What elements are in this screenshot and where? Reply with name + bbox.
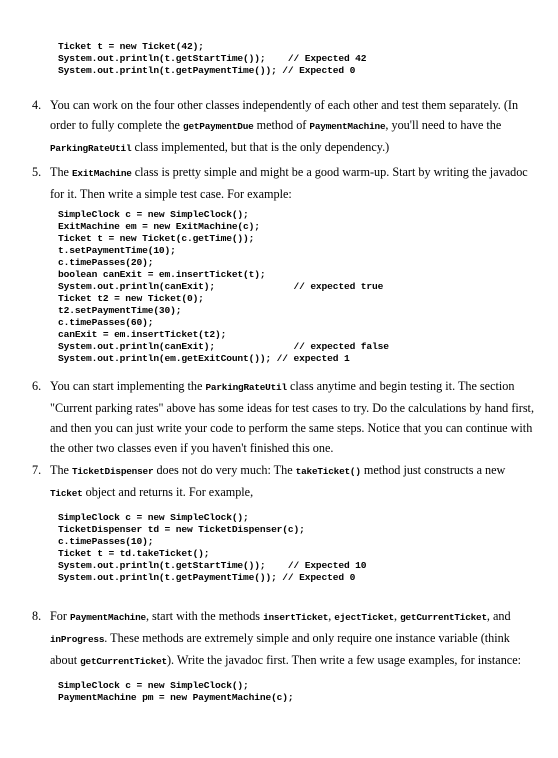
inline-code: ParkingRateUtil bbox=[205, 382, 287, 393]
inline-code: Ticket bbox=[50, 488, 83, 499]
list-number: 7. bbox=[32, 463, 42, 477]
list-number: 8. bbox=[32, 609, 42, 623]
inline-code: getCurrentTicket bbox=[400, 612, 487, 623]
list-item-8: 8. For PaymentMachine, start with the methods insertTicket, ejectTicket, getCurrentTicket, and inProgress. These methods are extremely simple and only require one instance variable (think about getCurrentTicket). Write the javadoc first. Then write a few usage examples, for instance: bbox=[20, 606, 535, 672]
list-number: 5. bbox=[32, 165, 42, 179]
inline-code: getCurrentTicket bbox=[80, 656, 167, 667]
inline-code: ParkingRateUtil bbox=[50, 143, 132, 154]
list-item-7: 7. The TicketDispenser does not do very much: The takeTicket() method just constructs a new Ticket object and returns it. For example, bbox=[20, 460, 535, 504]
inline-code: takeTicket() bbox=[295, 466, 361, 477]
code-block-payment: SimpleClock c = new SimpleClock(); PaymentMachine pm = new PaymentMachine(c); bbox=[58, 680, 294, 703]
list-item-5: 5. The ExitMachine class is pretty simple and might be a good warm-up. Start by writing the javadoc for it. Then write a simple test case. For example: bbox=[20, 162, 535, 204]
inline-code: ejectTicket bbox=[334, 612, 394, 623]
list-item-4: 4. You can work on the four other classes independently of each other and test them separately. (In order to fully complete the getPaymentDue method of PaymentMachine, you'll need to have the ParkingRateUtil class implemented, but that is the only dependency.) bbox=[20, 95, 535, 159]
code-block-ticket: Ticket t = new Ticket(42); System.out.println(t.getStartTime()); // Expected 42 System.out.println(t.getPaymentTime()); // Expected 0 bbox=[58, 41, 367, 76]
list-item-6: 6. You can start implementing the ParkingRateUtil class anytime and begin testing it. The section "Current parking rates" above has some ideas for test cases to try. Do the calculations by hand first, and then you can just write your code to perform the same steps. Notice that you can continue with the other two classes even if you haven't finished this one. bbox=[20, 376, 535, 458]
inline-code: inProgress bbox=[50, 634, 105, 645]
inline-code: getPaymentDue bbox=[183, 121, 254, 132]
inline-code: PaymentMachine bbox=[69, 612, 146, 623]
inline-code: insertTicket bbox=[263, 612, 329, 623]
list-number: 4. bbox=[32, 98, 42, 112]
list-number: 6. bbox=[32, 379, 42, 393]
code-block-dispenser: SimpleClock c = new SimpleClock(); TicketDispenser td = new TicketDispenser(c); c.timePasses(10); Ticket t = td.takeTicket(); System.out.println(t.getStartTime()); // Expected 10 System.out.println(t.getPaymentTime()); // Expected 0 bbox=[58, 512, 367, 583]
inline-code: TicketDispenser bbox=[72, 466, 154, 477]
inline-code: PaymentMachine bbox=[309, 121, 386, 132]
inline-code: ExitMachine bbox=[72, 168, 132, 179]
code-block-exit-machine: SimpleClock c = new SimpleClock(); ExitMachine em = new ExitMachine(c); Ticket t = new Ticket(c.getTime()); t.setPaymentTime(10); c.timePasses(20); boolean canExit = em.insertTicket(t); System.out.println(canExit); // expected true Ticket t2 = new Ticket(0); t2.setPaymentTime(30); c.timePasses(60); canExit = em.insertTicket(t2); System.out.println(canExit); // expected false System.out.println(em.getExitCount()); // expected 1 bbox=[58, 209, 389, 364]
